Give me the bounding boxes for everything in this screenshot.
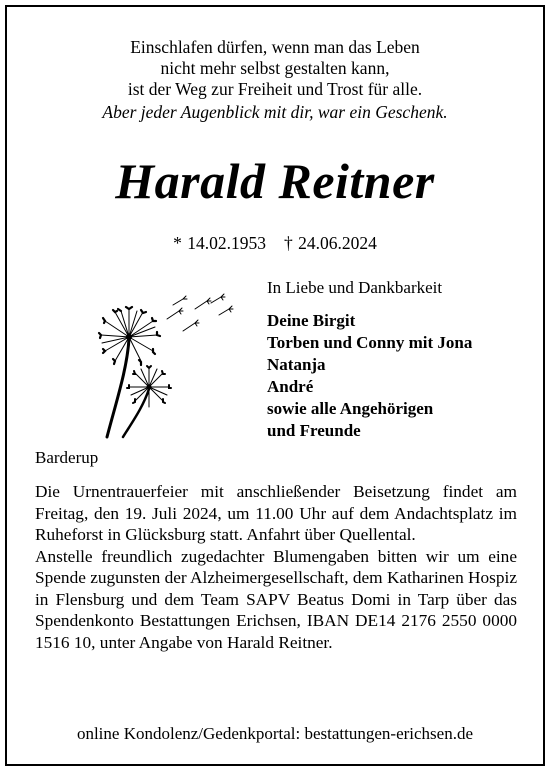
poem-italic-line: Aber jeder Augenblick mit dir, war ein Geschenk.: [102, 102, 448, 122]
donation-paragraph: Anstelle freundlich zugedachter Blumengaben bitten wir um eine Spende zugunsten der Alzheimergesellschaft, dem Katharinen Hospiz in Flensburg und dem Team SAPV Beatus Domi in Tarp über das Spendenkonto Bestattungen Erichsen, IBAN DE14 2176 2550 0000 1516 10, unter Angabe von Harald Reitner.: [35, 546, 517, 652]
family-member: Natanja: [267, 355, 326, 374]
poem-line-3: ist der Weg zur Freiheit und Trost für alle.: [127, 79, 423, 99]
life-dates: [7, 233, 543, 254]
dandelion-illustration: [83, 289, 243, 439]
death-date: † 24.06.2024: [284, 233, 377, 253]
ceremony-paragraph: Die Urnentrauerfeier mit anschließender Beisetzung findet am Freitag, den 19. Juli 2024, um 11.00 Uhr auf dem Andachtsplatz im Ruheforst in Glücksburg statt. Anfahrt über Quellental.: [35, 482, 517, 544]
condolence-portal-footer: online Kondolenz/Gedenkportal: bestattungen-erichsen.de: [76, 724, 474, 743]
family-intro: In Liebe und Dankbarkeit: [267, 278, 443, 297]
poem: [7, 37, 543, 123]
family-block: [267, 277, 472, 442]
family-member: sowie alle Angehörigen: [267, 399, 434, 418]
family-member: und Freunde: [267, 421, 361, 440]
birth-date: * 14.02.1953: [173, 233, 266, 253]
place-name: Barderup: [35, 448, 99, 467]
deceased-name: Harald Reitner: [115, 153, 435, 209]
family-member: Torben und Conny mit Jona: [267, 333, 473, 352]
poem-line-2: nicht mehr selbst gestalten kann,: [160, 58, 390, 78]
funeral-details: [35, 481, 517, 653]
family-member: Deine Birgit: [267, 311, 356, 330]
family-member: André: [267, 377, 314, 396]
poem-line-1: Einschlafen dürfen, wenn man das Leben: [130, 37, 420, 57]
obituary-notice: [5, 5, 545, 766]
